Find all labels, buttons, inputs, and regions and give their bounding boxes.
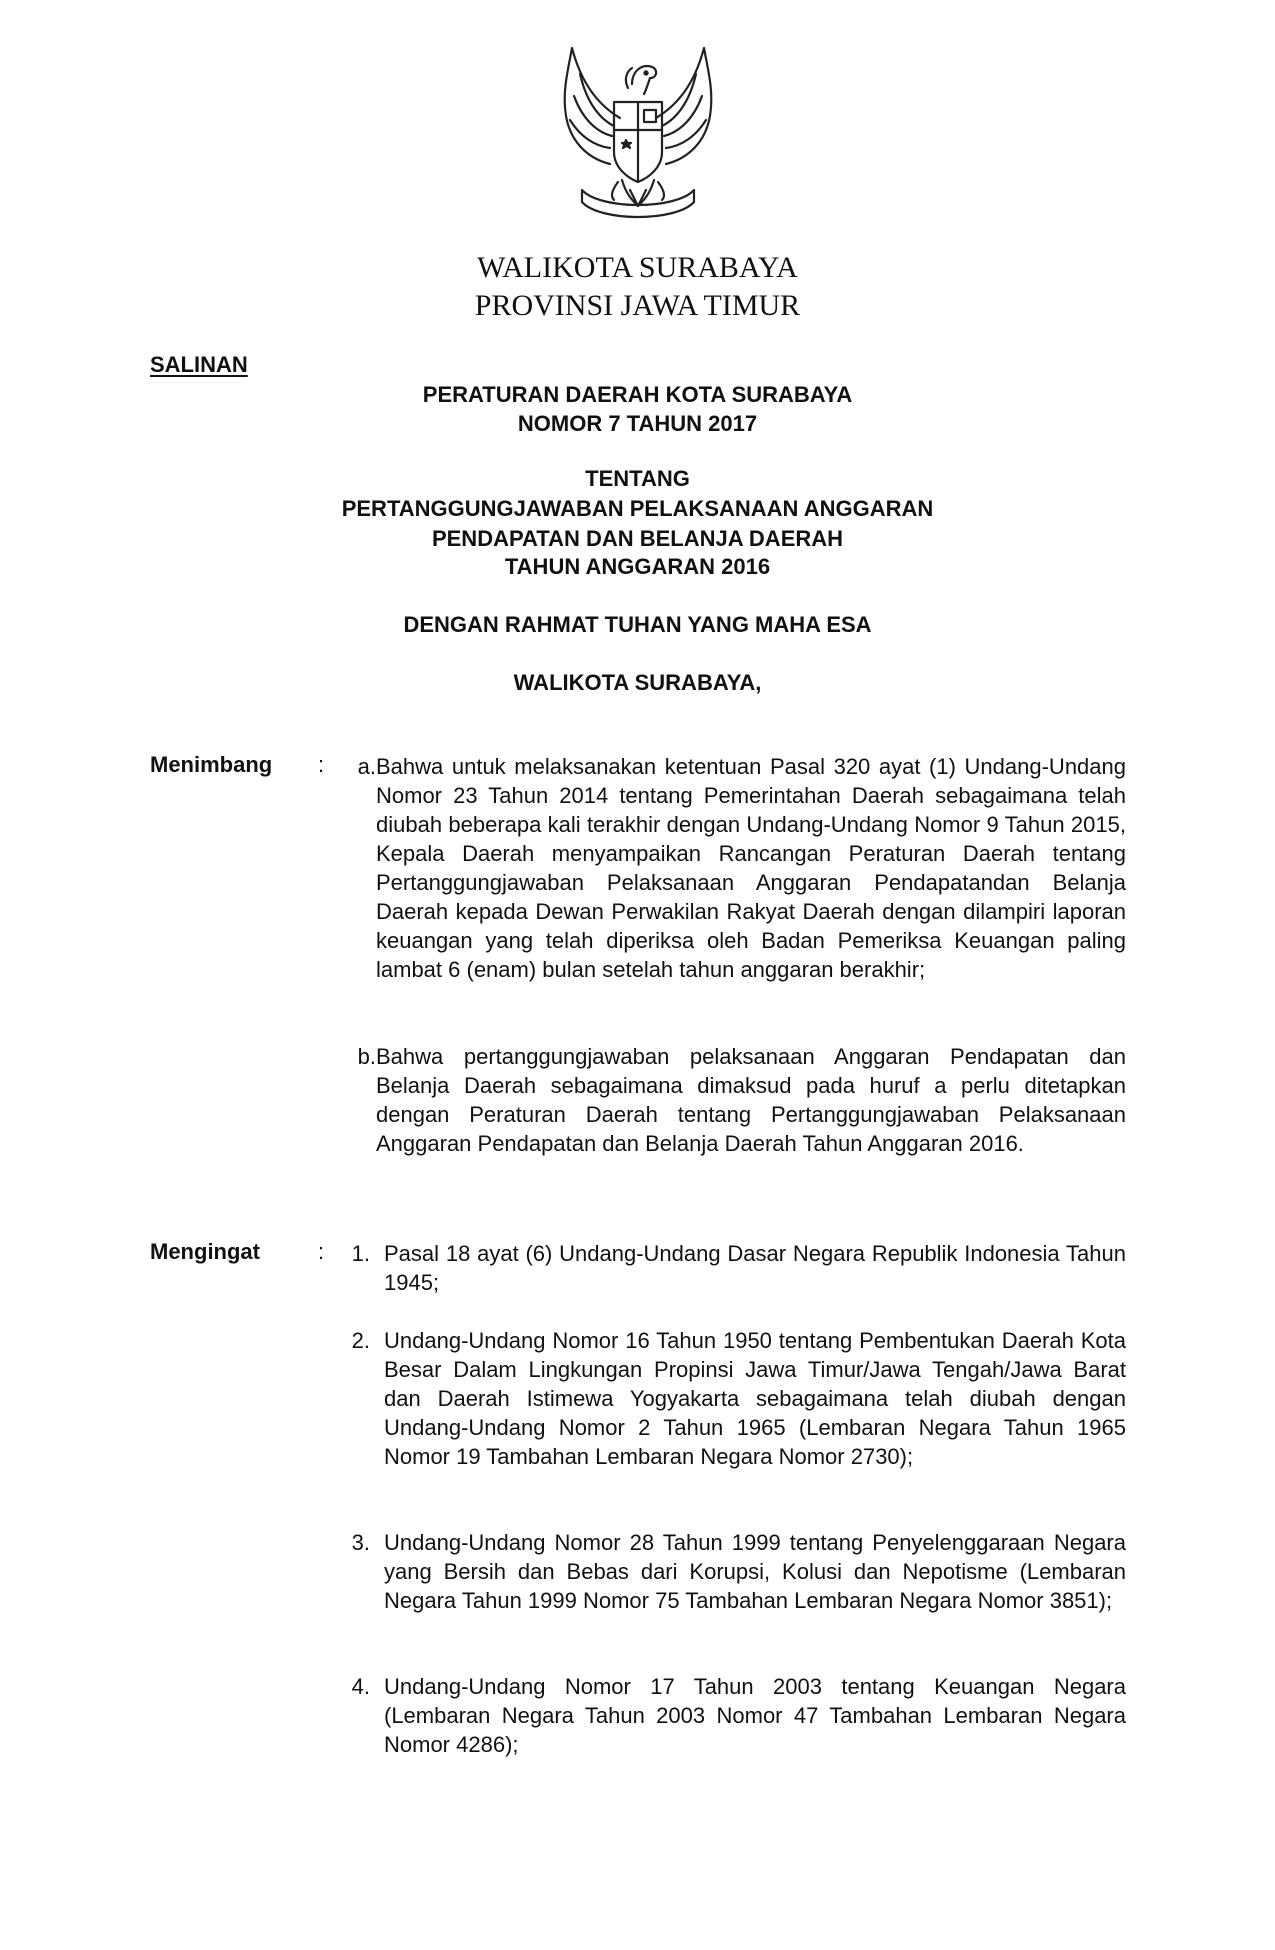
item-marker: 3. [351,1530,370,1555]
item-text: Undang-Undang Nomor 17 Tahun 2003 tentang Keuangan Negara (Lembaran Negara Tahun 2003 Nomor 47 Tambahan Lembaran Negara Nomor 4286); [384,1674,1126,1757]
mengingat-label: Mengingat [150,1239,260,1264]
regulation-subject-line: PERTANGGUNGJAWABAN PELAKSANAAN ANGGARAN [341,496,934,521]
item-text: Bahwa untuk melaksanakan ketentuan Pasal 320 ayat (1) Undang-Undang Nomor 23 Tahun 2014 tentang Pemerintahan Daerah sebagaimana telah diubah beberapa kali terakhir dengan Undang-Undang Nomor 9 Tahun 2015, Kepala Daerah menyampaikan Rancangan Peraturan Daerah tentang Pertanggungjawaban Pelaksanaan Anggaran Pendapatandan Belanja Daerah kepada Dewan Perwakilan Rakyat Daerah dengan dilampiri laporan keuangan yang telah diperiksa oleh Badan Pemeriksa Keuangan paling lambat 6 (enam) bulan setelah tahun anggaran berakhir; [376,754,1126,982]
mengingat-colon: : [318,1239,325,1264]
garuda-icon [552,40,724,230]
menimbang-colon: : [318,752,325,777]
garuda-emblem [552,40,724,230]
menimbang-label: Menimbang [150,752,273,777]
item-text: Bahwa pertanggungjawaban pelaksanaan Anggaran Pendapatan dan Belanja Daerah sebagaimana dimaksud pada huruf a perlu ditetapkan dengan Peraturan Daerah tentang Pertanggungjawaban Pelaksanaan Anggaran Pendapatan dan Belanja Daerah Tahun Anggaran 2016. [376,1044,1126,1156]
item-text: Undang-Undang Nomor 28 Tahun 1999 tentang Penyelenggaraan Negara yang Bersih dan Bebas dari Korupsi, Kolusi dan Nepotisme (Lembaran Negara Tahun 1999 Nomor 75 Tambahan Lembaran Negara Nomor 3851); [384,1530,1126,1613]
item-marker: a. [357,754,376,779]
regulation-title: PERATURAN DAERAH KOTA SURABAYA [422,382,853,407]
regulation-about: TENTANG [585,466,690,491]
item-marker: 2. [351,1328,370,1353]
item-text: Pasal 18 ayat (6) Undang-Undang Dasar Negara Republik Indonesia Tahun 1945; [384,1241,1126,1295]
blessing-line: DENGAN RAHMAT TUHAN YANG MAHA ESA [403,612,872,637]
regulation-number: NOMOR 7 TAHUN 2017 [517,411,758,436]
item-marker: b. [357,1044,376,1069]
regulation-subject-line: PENDAPATAN DAN BELANJA DAERAH [431,526,844,551]
issuer-line: WALIKOTA SURABAYA, [513,670,762,695]
authority-title: WALIKOTA SURABAYA [477,251,798,284]
item-marker: 4. [351,1674,370,1699]
salinan-label: SALINAN [150,352,248,377]
regulation-subject-line: TAHUN ANGGARAN 2016 [504,554,771,579]
province-title: PROVINSI JAWA TIMUR [474,289,801,322]
item-marker: 1. [351,1241,370,1266]
item-text: Undang-Undang Nomor 16 Tahun 1950 tentang Pembentukan Daerah Kota Besar Dalam Lingkungan Propinsi Jawa Timur/Jawa Tengah/Jawa Barat dan Daerah Istimewa Yogyakarta sebagaimana telah diubah dengan Undang-Undang Nomor 2 Tahun 1965 (Lembaran Negara Tahun 1965 Nomor 19 Tambahan Lembaran Negara Nomor 2730); [384,1328,1126,1469]
